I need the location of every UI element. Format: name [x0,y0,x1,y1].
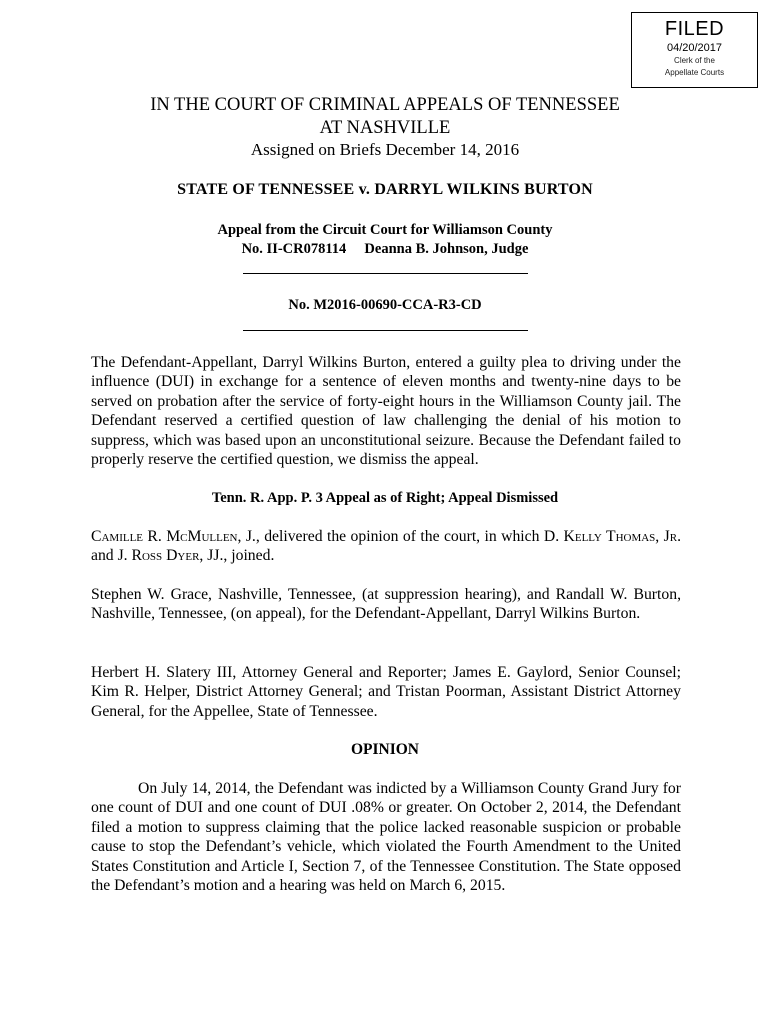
counsel-defendant: Stephen W. Grace, Nashville, Tennessee, (at suppression hearing), and Randall W. Burton, Nashville, Tennessee, (on appeal), for the Defendant-Appellant, Darryl Wilkins Burton. [91,586,681,623]
divider-top [243,273,528,274]
filed-stamp [631,12,758,88]
counsel-state: Herbert H. Slatery III, Attorney General and Reporter; James E. Gaylord, Senior Counsel; Kim R. Helper, District Attorney General; and Tristan Poorman, Assistant District Attorney General, for the Appellee, State of Tennessee. [91,664,681,720]
assigned-date: Assigned on Briefs December 14, 2016 [250,140,520,159]
case-caption: STATE OF TENNESSEE v. DARRYL WILKINS BURTON [177,181,593,198]
opinion-heading: OPINION [350,741,420,758]
authorship-end: , joined. [223,547,275,565]
judge-dyer: J. Ross Dyer, JJ. [117,547,224,565]
author-name: Camille R. McMullen, J. [91,528,256,545]
divider-bottom [243,330,528,331]
court-name: IN THE COURT OF CRIMINAL APPEALS OF TENNESSEE [150,95,620,115]
opinion-paragraph: On July 14, 2014, the Defendant was indicted by a Williamson County Grand Jury for one count of DUI and one count of DUI .08% or greater. On October 2, 2014, the Defendant filed a motion to suppress claiming that the police lacked reasonable suspicion or probable cause to stop the Defendant’s vehicle, which violated the Fourth Amendment to the United States Constitution and Article I, Section 7, of the Tennessee Constitution. The State opposed the Defendant’s motion and a hearing was held on March 6, 2015. [91,780,681,895]
court-location: AT NASHVILLE [319,118,451,138]
stamp-filed: FILED [664,18,725,40]
stamp-date: 04/20/2017 [666,42,723,54]
holding-line: Tenn. R. App. P. 3 Appeal as of Right; Appeal Dismissed [211,490,559,506]
judge-thomas: D. Kelly Thomas, Jr. [543,528,682,545]
trial-number-judge: No. II-CR078114 Deanna B. Johnson, Judge [241,241,529,257]
authorship-text: , delivered the opinion of the court, in which [255,528,544,545]
authorship-paragraph [91,527,681,566]
docket-number: No. M2016-00690-CCA-R3-CD [288,297,482,313]
case-summary: The Defendant-Appellant, Darryl Wilkins Burton, entered a guilty plea to driving under the influence (DUI) in exchange for a sentence of eleven months and twenty-nine days to be served on probation after the service of forty-eight hours in the Williamson County jail. The Defendant reserved a certified question of law challenging the denial of his motion to suppress, which was based upon an unconstitutional seizure. Because the Defendant failed to properly reserve the certified question, we dismiss the appeal. [91,354,681,469]
stamp-clerk-line: Clerk of the [674,56,715,65]
stamp-appellate-line: Appellate Courts [664,68,725,77]
appeal-from: Appeal from the Circuit Court for Williamson County [217,222,553,238]
authorship-and: and [91,547,118,565]
